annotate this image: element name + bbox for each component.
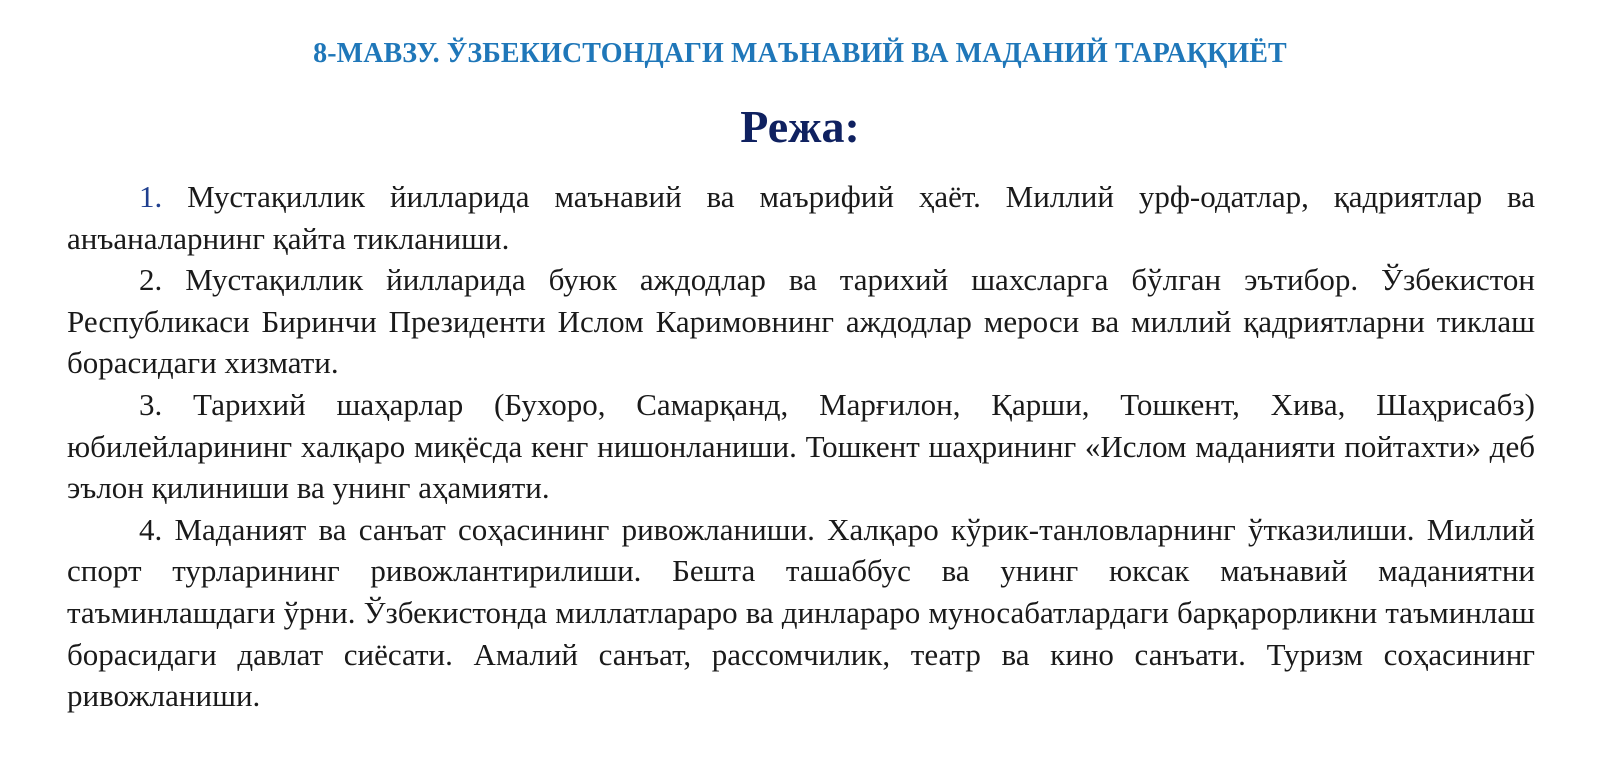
plan-item-number: 2. xyxy=(139,262,163,298)
plan-item-text: Тарихий шаҳарлар (Бухоро, Самарқанд, Марғилон, Қарши, Тошкент, Хива, Шаҳрисабз) юбилейларининг халқаро миқёсда кенг нишонланиши. Тошкент шаҳрининг «Ислом маданияти пойтахти» деб эълон қилиниши ва унинг аҳамияти. xyxy=(67,386,1535,506)
plan-item-3 xyxy=(67,384,1535,509)
plan-item-text: Мустақиллик йилларида маънавий ва маърифий ҳаёт. Миллий урф-одатлар, қадриятлар ва анъаналарнинг қайта тикланиши. xyxy=(67,179,1535,256)
plan-list xyxy=(67,176,1535,717)
plan-item-2 xyxy=(67,259,1535,384)
plan-item-number: 4. xyxy=(139,511,163,547)
plan-item-number: 1. xyxy=(139,179,163,214)
plan-item-1 xyxy=(67,176,1535,259)
plan-item-4 xyxy=(67,509,1535,717)
plan-item-text: Мустақиллик йилларида буюк аждодлар ва тарихий шахсларга бўлган эътибор. Ўзбекистон Республикаси Биринчи Президенти Ислом Каримовнинг аждодлар мероси ва миллий қадриятларни тиклаш борасидаги хизмати. xyxy=(67,262,1535,381)
topic-title: 8-МАВЗУ. ЎЗБЕКИСТОНДАГИ МАЪНАВИЙ ВА МАДАНИЙ ТАРАҚҚИЁТ xyxy=(313,38,1287,69)
plan-heading: Режа: xyxy=(740,101,860,152)
plan-item-number: 3. xyxy=(139,386,163,422)
plan-item-text: Маданият ва санъат соҳасининг ривожланиши. Халқаро кўрик-танловларнинг ўтказилиши. Миллий спорт турларининг ривожлантирилиши. Бешта ташаббус ва унинг юксак маънавий маданиятни таъминлашдаги ўрни. Ўзбекистонда миллатлараро ва динлараро муносабатлардаги барқарорликни таъминлаш борасидаги давлат сиёсати. Амалий санъат, рассомчилик, театр ва кино санъати. Туризм соҳасининг ривожланиши. xyxy=(67,511,1535,714)
